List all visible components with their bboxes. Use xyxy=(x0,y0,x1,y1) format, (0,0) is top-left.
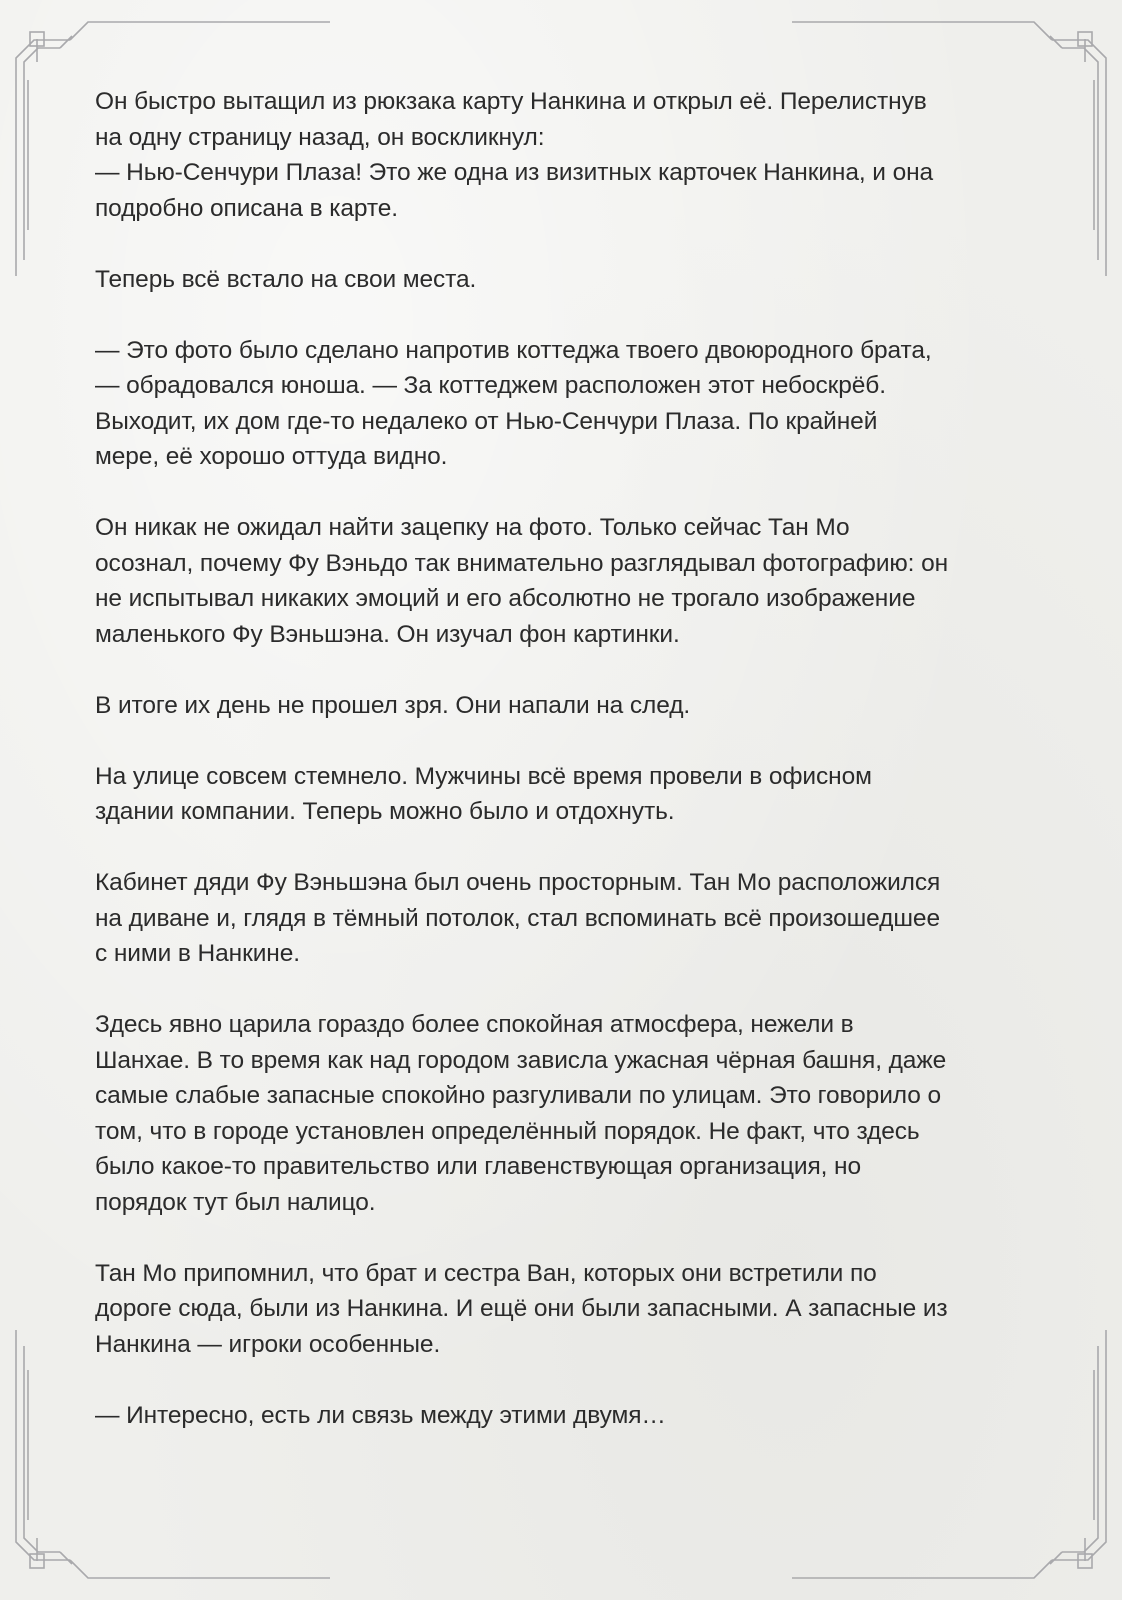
paragraph xyxy=(95,1007,1035,1220)
text-line: — Интересно, есть ли связь между этими двумя… xyxy=(95,1401,666,1429)
text-line: самые слабые запасные спокойно разгуливали по улицам. Это говорило о xyxy=(95,1082,942,1109)
text-line: Он никак не ожидал найти зацепку на фото. Только сейчас Тан Мо xyxy=(95,514,850,541)
text-line: маленького Фу Вэньшэна. Он изучал фон картинки. xyxy=(95,620,680,648)
text-line: Шанхае. В то время как над городом зависла ужасная чёрная башня, даже xyxy=(95,1046,947,1074)
text-line: В итоге их день не прошел зря. Они напали на след. xyxy=(95,691,691,719)
paragraph xyxy=(95,84,1035,226)
paragraph xyxy=(95,262,1035,298)
text-line: не испытывал никаких эмоций и его абсолютно не трогало изображение xyxy=(95,585,916,612)
text-line: на одну страницу назад, он воскликнул: xyxy=(95,123,545,151)
text-line: На улице совсем стемнело. Мужчины всё время провели в офисном xyxy=(95,762,872,790)
text-line: с ними в Нанкине. xyxy=(95,940,300,967)
paragraph xyxy=(95,510,1035,652)
paragraph xyxy=(95,1256,1035,1363)
text-line: — Это фото было сделано напротив коттеджа твоего двоюродного брата, xyxy=(95,336,932,364)
text-line: — Нью-Сенчури Плаза! Это же одна из визитных карточек Нанкина, и она xyxy=(95,159,934,186)
text-line: подробно описана в карте. xyxy=(95,194,398,222)
text-line: Нанкина — игроки особенные. xyxy=(95,1330,441,1358)
text-line: Выходит, их дом где-то недалеко от Нью-Сенчури Плаза. По крайней xyxy=(95,407,878,435)
text-line: порядок тут был налицо. xyxy=(95,1188,376,1216)
text-line: Он быстро вытащил из рюкзака карту Нанкина и открыл её. Перелистнув xyxy=(95,88,927,115)
text-line: — обрадовался юноша. — За коттеджем расположен этот небоскрёб. xyxy=(95,372,886,399)
paragraph xyxy=(95,865,1035,972)
text-line: осознал, почему Фу Вэньдо так внимательно разглядывал фотографию: он xyxy=(95,549,949,577)
text-line: было какое-то правительство или главенствующая организация, но xyxy=(95,1153,862,1180)
text-line: Здесь явно царила гораздо более спокойная атмосфера, нежели в xyxy=(95,1011,854,1038)
paragraph xyxy=(95,1398,1035,1434)
text-line: том, что в городе установлен определённый порядок. Не факт, что здесь xyxy=(95,1117,920,1145)
text-line: Теперь всё встало на свои места. xyxy=(95,265,477,293)
paragraph xyxy=(95,759,1035,830)
paragraph xyxy=(95,333,1035,475)
text-line: Кабинет дяди Фу Вэньшэна был очень просторным. Тан Мо расположился xyxy=(95,869,941,896)
paragraph xyxy=(95,688,1035,724)
chapter-text xyxy=(95,84,1035,1469)
text-line: дороге сюда, были из Нанкина. И ещё они были запасными. А запасные из xyxy=(95,1295,948,1322)
text-line: Тан Мо припомнил, что брат и сестра Ван, которых они встретили по xyxy=(95,1259,877,1287)
text-line: на диване и, глядя в тёмный потолок, стал вспоминать всё произошедшее xyxy=(95,904,940,932)
text-line: мере, её хорошо оттуда видно. xyxy=(95,443,448,470)
text-line: здании компании. Теперь можно было и отдохнуть. xyxy=(95,798,675,825)
